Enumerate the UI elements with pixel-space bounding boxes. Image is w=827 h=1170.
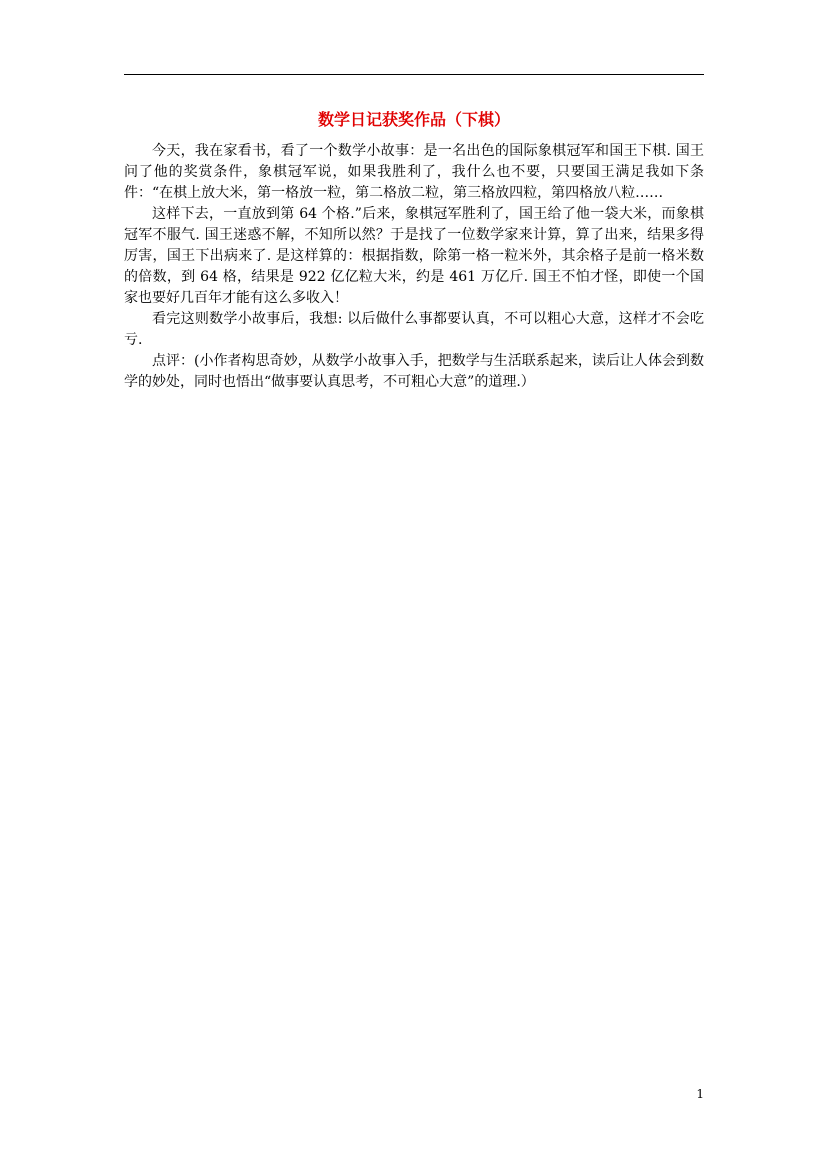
document-body — [124, 141, 704, 393]
paragraph-commentary: 点评：(小作者构思奇妙，从数学小故事入手，把数学与生活联系起来，读后让人体会到数学的妙处，同时也悟出“做事要认真思考，不可粗心大意”的道理.） — [124, 353, 704, 390]
page-number: 1 — [696, 1087, 704, 1101]
paragraph-story-calculation: 这样下去，一直放到第 64 个格.”后来，象棋冠军胜利了，国王给了他一袋大米，而象棋冠军不服气. 国王迷惑不解，不知所以然？于是找了一位数学家来计算，算了出来，结果多得厉害，国王下出病来了. 是这样算的：根据指数，除第一格一粒米外，其余格子是前一格米数的倍数，到 64 格，结果是 922 亿亿粒大米，约是 461 万亿斤. 国王不怕才怪，即使一个国家也要好几百年才能有这么多收入！ — [124, 206, 704, 306]
document-title: 数学日记获奖作品（下棋） — [317, 110, 510, 129]
paragraph-reflection: 看完这则数学小故事后，我想: 以后做什么事都要认真，不可以粗心大意，这样才不会吃亏. — [124, 311, 704, 348]
paragraph-story-intro: 今天，我在家看书，看了一个数学小故事：是一名出色的国际象棋冠军和国王下棋. 国王问了他的奖赏条件，象棋冠军说，如果我胜利了，我什么也不要，只要国王满足我如下条件：“在棋上放大米，第一格放一粒，第二格放二粒，第三格放四粒，第四格放八粒…… — [124, 143, 704, 201]
header-rule — [124, 74, 704, 75]
